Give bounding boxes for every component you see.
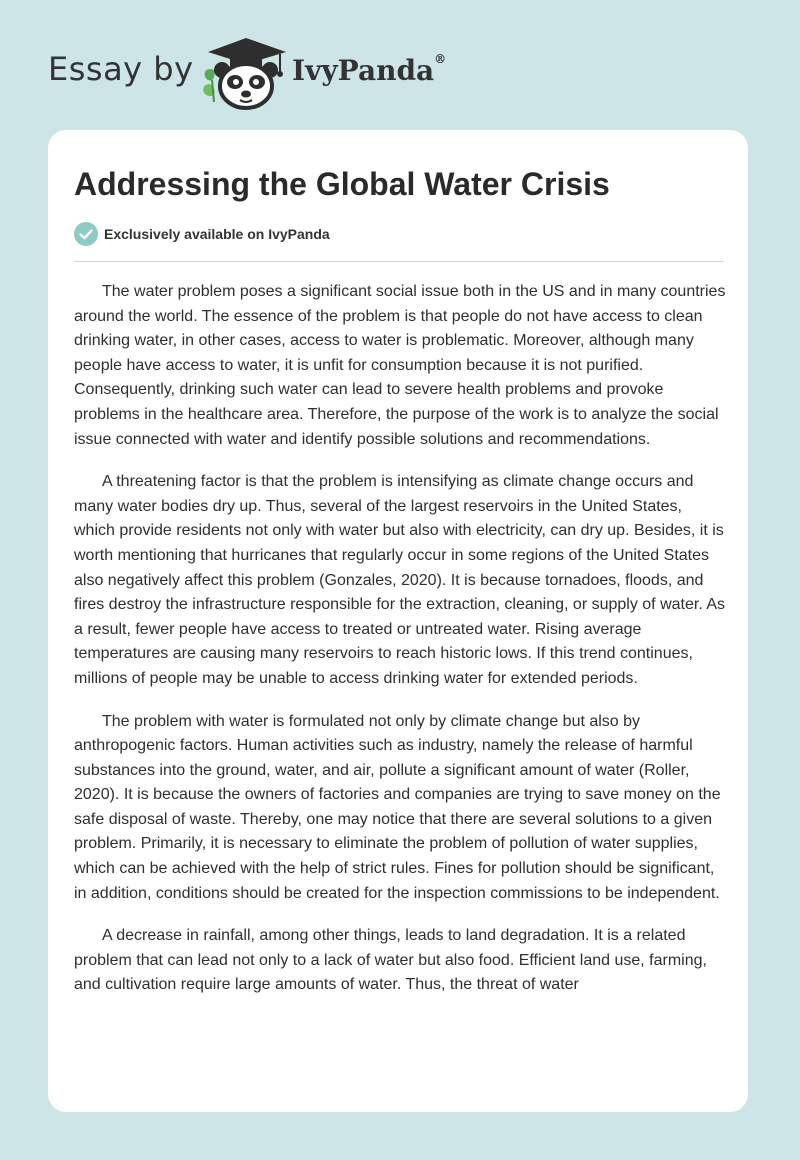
essay-body xyxy=(74,280,726,1016)
ivy-leaf-icon xyxy=(203,69,214,102)
site-header xyxy=(0,0,800,130)
essay-by-label: Essay by xyxy=(48,50,194,88)
essay-card xyxy=(48,130,748,1112)
brand-name[interactable] xyxy=(292,54,446,87)
paragraph: The problem with water is formulated not only by climate change but also by anthropogenic factors. Human activities such as industry, namely the release of harmful substances into the ground, water, and air, pollute a significant amount of water (Roller, 2020). It is because the owners of factories and companies are trying to save money on the safe disposal of waste. Thereby, one may notice that there are several solutions to a given problem. Primarily, it is necessary to eliminate the problem of pollution of water supplies, which can be achieved with the help of strict rules. Fines for pollution should be significant, in addition, conditions should be created for the inspection commissions to be independent. xyxy=(74,712,721,902)
paragraph: A threatening factor is that the problem is intensifying as climate change occurs and many water bodies dry up. Thus, several of the largest reservoirs in the United States, which provide residents not only with water but also with electricity, can dry up. Besides, it is worth mentioning that hurricanes that regularly occur in some regions of the United States also negatively affect this problem (Gonzales, 2020). It is because tornadoes, floods, and fires destroy the infrastructure responsible for the extraction, cleaning, or supply of water. As a result, fewer people have access to treated or untreated water. Rising average temperatures are causing many reservoirs to reach historic lows. If this trend continues, millions of people may be unable to access drinking water for extended periods. xyxy=(74,473,725,687)
paragraph: A decrease in rainfall, among other things, leads to land degradation. It is a related problem that can lead not only to a lack of water but also food. Efficient land use, farming, and cultivation require large amounts of water. Thus, the threat of water xyxy=(74,927,707,994)
exclusive-badge xyxy=(74,222,330,246)
brand-text: IvyPanda xyxy=(292,54,435,87)
registered-mark: ® xyxy=(434,52,447,66)
check-circle-icon xyxy=(74,222,98,246)
paragraph: The water problem poses a significant social issue both in the US and in many countries around the world. The essence of the problem is that people do not have access to clean drinking water, in other cases, access to water is problematic. Moreover, although many people have access to water, it is unfit for consumption because it is not purified. Consequently, drinking such water can lead to severe health problems and provoke problems in the healthcare area. Therefore, the purpose of the work is to analyze the social issue connected with water and identify possible solutions and recommendations. xyxy=(74,283,726,448)
panda-graduate-logo-icon[interactable] xyxy=(200,36,292,110)
page-title: Addressing the Global Water Crisis xyxy=(74,166,610,202)
badge-label: Exclusively available on IvyPanda xyxy=(104,226,330,242)
divider xyxy=(74,261,724,262)
